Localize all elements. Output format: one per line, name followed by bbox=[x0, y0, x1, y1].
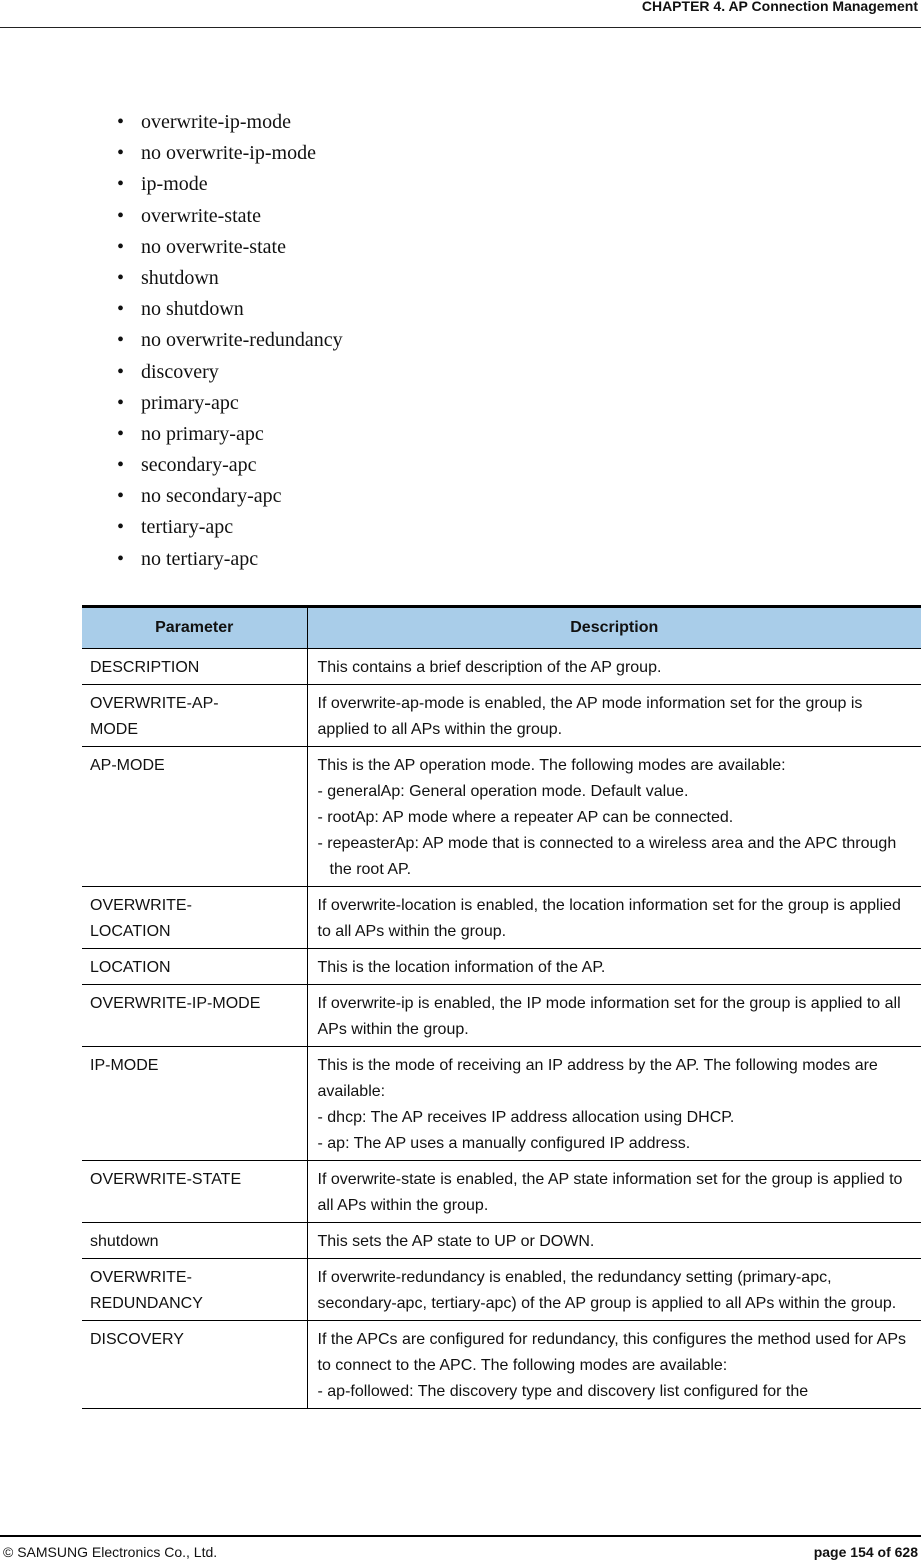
bullet-icon: • bbox=[117, 235, 125, 258]
description-line: If overwrite-ip is enabled, the IP mode information set for the group is applied to all APs within the group. bbox=[317, 995, 901, 1038]
list-item bbox=[117, 545, 343, 576]
bullet-icon: • bbox=[117, 329, 125, 352]
description-line: - dhcp: The AP receives IP address allocation using DHCP. bbox=[317, 1109, 735, 1126]
bullet-icon: • bbox=[117, 266, 125, 289]
parameter-cell: OVERWRITE-IP-MODE bbox=[82, 985, 307, 1047]
description-cell bbox=[307, 1259, 921, 1321]
command-text: no tertiary-apc bbox=[141, 547, 259, 570]
description-cell bbox=[307, 1223, 921, 1259]
parameter-cell: OVERWRITE-REDUNDANCY bbox=[82, 1259, 307, 1321]
list-item bbox=[117, 420, 343, 451]
list-item bbox=[117, 389, 343, 420]
bullet-icon: • bbox=[117, 516, 125, 539]
description-line: - generalAp: General operation mode. Default value. bbox=[317, 783, 689, 800]
table-row bbox=[82, 949, 921, 985]
command-text: no secondary-apc bbox=[141, 485, 282, 508]
description-line: If overwrite-redundancy is enabled, the redundancy setting (primary-apc, secondary-apc, tertiary-apc) of the AP group is applied to all APs within the group. bbox=[317, 1269, 897, 1312]
command-text: secondary-apc bbox=[141, 454, 257, 477]
list-item bbox=[117, 233, 343, 264]
command-text: no shutdown bbox=[141, 298, 244, 321]
list-item bbox=[117, 295, 343, 326]
parameter-cell: OVERWRITE-STATE bbox=[82, 1161, 307, 1223]
page-header bbox=[0, 0, 921, 28]
description-line: - ap: The AP uses a manually configured IP address. bbox=[317, 1135, 691, 1152]
bullet-icon: • bbox=[117, 173, 125, 196]
description-column-header: Description bbox=[307, 607, 921, 649]
parameter-cell: DISCOVERY bbox=[82, 1321, 307, 1409]
command-text: discovery bbox=[141, 360, 219, 383]
list-item bbox=[117, 358, 343, 389]
description-line: If overwrite-ap-mode is enabled, the AP mode information set for the group is applied to all APs within the group. bbox=[317, 695, 863, 738]
description-cell bbox=[307, 649, 921, 685]
command-text: shutdown bbox=[141, 266, 219, 289]
parameter-table bbox=[82, 605, 921, 1409]
description-line: If overwrite-state is enabled, the AP state information set for the group is applied to all APs within the group. bbox=[317, 1171, 903, 1214]
table-row bbox=[82, 985, 921, 1047]
description-line: If the APCs are configured for redundancy, this configures the method used for APs to connect to the APC. The following modes are available: bbox=[317, 1331, 906, 1374]
list-item bbox=[117, 139, 343, 170]
table-header-row bbox=[82, 607, 921, 649]
table-row bbox=[82, 1161, 921, 1223]
description-line: This is the AP operation mode. The following modes are available: bbox=[317, 757, 786, 774]
description-line: - repeasterAp: AP mode that is connected to a wireless area and the APC through the root AP. bbox=[317, 835, 897, 878]
table-row bbox=[82, 649, 921, 685]
bullet-icon: • bbox=[117, 454, 125, 477]
description-cell bbox=[307, 1321, 921, 1409]
table-row bbox=[82, 1047, 921, 1161]
parameter-cell: OVERWRITE-LOCATION bbox=[82, 887, 307, 949]
command-text: no overwrite-redundancy bbox=[141, 329, 343, 352]
footer-page-number: page 154 of 628 bbox=[813, 1544, 918, 1560]
description-cell bbox=[307, 887, 921, 949]
command-text: primary-apc bbox=[141, 391, 239, 414]
description-cell bbox=[307, 1161, 921, 1223]
description-line: If overwrite-location is enabled, the location information set for the group is applied to all APs within the group. bbox=[317, 897, 901, 940]
list-item bbox=[117, 513, 343, 544]
bullet-icon: • bbox=[117, 111, 125, 133]
description-line: - rootAp: AP mode where a repeater AP can be connected. bbox=[317, 809, 734, 826]
command-text: no overwrite-state bbox=[141, 235, 286, 258]
table-row bbox=[82, 685, 921, 747]
command-text: ip-mode bbox=[141, 173, 208, 196]
bullet-icon: • bbox=[117, 204, 125, 227]
parameter-cell: LOCATION bbox=[82, 949, 307, 985]
chapter-title: CHAPTER 4. AP Connection Management bbox=[641, 0, 918, 14]
command-text: no overwrite-ip-mode bbox=[141, 142, 316, 165]
bullet-icon: • bbox=[117, 547, 125, 570]
description-cell bbox=[307, 1047, 921, 1161]
description-cell bbox=[307, 985, 921, 1047]
command-text: tertiary-apc bbox=[141, 516, 234, 539]
bullet-icon: • bbox=[117, 485, 125, 508]
command-text: no primary-apc bbox=[141, 422, 264, 445]
table-row bbox=[82, 1321, 921, 1409]
table-row bbox=[82, 1259, 921, 1321]
table-row bbox=[82, 1223, 921, 1259]
description-cell bbox=[307, 747, 921, 887]
table-row bbox=[82, 747, 921, 887]
description-line: - ap-followed: The discovery type and discovery list configured for the bbox=[317, 1383, 809, 1400]
bullet-icon: • bbox=[117, 298, 125, 321]
table-row bbox=[82, 887, 921, 949]
parameter-cell: DESCRIPTION bbox=[82, 649, 307, 685]
list-item bbox=[117, 326, 343, 357]
parameter-column-header: Parameter bbox=[82, 607, 307, 649]
description-line: This sets the AP state to UP or DOWN. bbox=[317, 1233, 595, 1250]
description-line: This is the mode of receiving an IP address by the AP. The following modes are available: bbox=[317, 1057, 878, 1100]
list-item bbox=[117, 170, 343, 201]
parameter-cell: IP-MODE bbox=[82, 1047, 307, 1161]
description-line: This contains a brief description of the AP group. bbox=[317, 659, 662, 676]
list-item bbox=[117, 202, 343, 233]
footer-copyright: © SAMSUNG Electronics Co., Ltd. bbox=[3, 1544, 218, 1560]
bullet-icon: • bbox=[117, 142, 125, 165]
command-text: overwrite-ip-mode bbox=[141, 111, 291, 133]
parameter-cell: shutdown bbox=[82, 1223, 307, 1259]
parameter-cell: AP-MODE bbox=[82, 747, 307, 887]
description-line: This is the location information of the AP. bbox=[317, 959, 606, 976]
list-item bbox=[117, 264, 343, 295]
parameter-cell: OVERWRITE-AP-MODE bbox=[82, 685, 307, 747]
footer-divider bbox=[0, 1535, 921, 1537]
list-item bbox=[117, 482, 343, 513]
bullet-icon: • bbox=[117, 360, 125, 383]
description-cell bbox=[307, 685, 921, 747]
bullet-icon: • bbox=[117, 391, 125, 414]
list-item bbox=[117, 451, 343, 482]
description-cell bbox=[307, 949, 921, 985]
bullet-icon: • bbox=[117, 422, 125, 445]
command-list bbox=[117, 108, 343, 576]
command-text: overwrite-state bbox=[141, 204, 261, 227]
list-item bbox=[117, 108, 343, 139]
